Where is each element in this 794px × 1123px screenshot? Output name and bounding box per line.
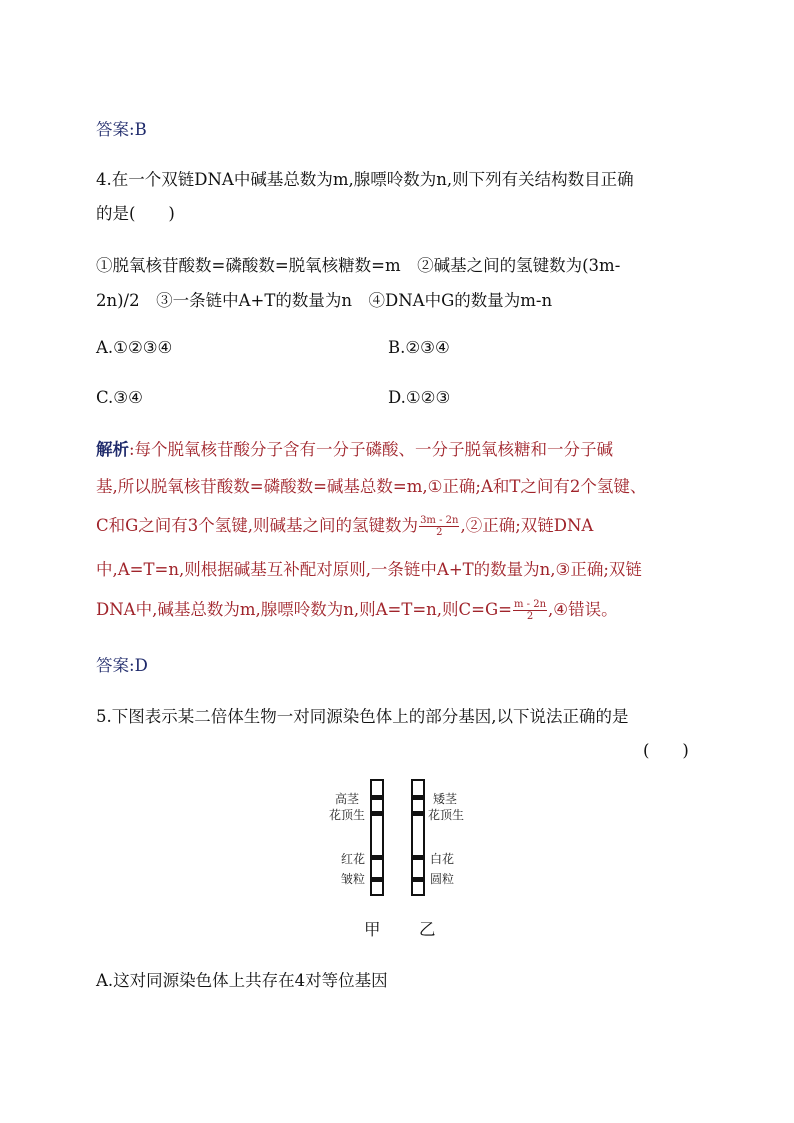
analysis-text-5b: ,④错误。 — [548, 600, 618, 619]
chromosome-yi — [411, 779, 425, 896]
answer-sep: : — [129, 656, 135, 675]
label-round-seed: 圆粒 — [430, 872, 455, 886]
label-tall-stem: 高茎 — [335, 792, 360, 806]
gene-band — [411, 855, 425, 860]
q4-option-c[interactable]: C.③④ — [96, 388, 143, 407]
gene-band — [370, 855, 384, 860]
analysis-text-5a: DNA中,碱基总数为m,腺嘌呤数为n,则A=T=n,则C=G= — [96, 600, 512, 619]
fraction-denominator: 2 — [436, 527, 443, 538]
q4-option-a[interactable]: A.①②③④ — [96, 338, 173, 357]
gene-band — [370, 795, 384, 800]
q4-option-d[interactable]: D.①②③ — [388, 388, 451, 407]
fraction-denominator: 2 — [526, 611, 534, 622]
analysis-text-3b: ,②正确;双链DNA — [460, 516, 594, 535]
caption-jia: 甲 — [364, 920, 381, 939]
analysis-text-3a: C和G之间有3个氢键,则碱基之间的氢键数为 — [96, 516, 419, 535]
gene-band — [411, 877, 425, 882]
q4-stem-line2: 的是( ) — [96, 204, 175, 223]
label-terminal-flower-right: 花顶生 — [428, 808, 465, 822]
q4-analysis-line3 — [96, 512, 593, 538]
q4-statements-line2: 2n)/2 ③一条链中A+T的数量为n ④DNA中G的数量为m-n — [96, 291, 553, 310]
fraction-hydrogen-bonds — [419, 515, 459, 538]
gene-band — [370, 811, 384, 816]
gene-band — [411, 811, 425, 816]
chromosome-jia — [370, 779, 384, 896]
q4-statements-line1: ①脱氧核苷酸数=磷酸数=脱氧核糖数=m ②碱基之间的氢键数为(3m- — [96, 256, 621, 275]
q5-stem: 5.下图表示某二倍体生物一对同源染色体上的部分基因,以下说法正确的是 — [96, 707, 629, 726]
fraction-numerator: m - 2n — [514, 599, 547, 610]
label-red-flower: 红花 — [341, 852, 366, 866]
q4-stem-line1: 4.在一个双链DNA中碱基总数为m,腺嘌呤数为n,则下列有关结构数目正确 — [96, 170, 634, 189]
label-dwarf-stem: 矮茎 — [433, 792, 458, 806]
q4-analysis-line2: 基,所以脱氧核苷酸数=磷酸数=碱基总数=m,①正确;A和T之间有2个氢键、 — [96, 477, 647, 496]
fraction-numerator: 3m - 2n — [420, 515, 459, 526]
answer-value: D — [134, 656, 148, 675]
previous-answer — [96, 116, 147, 140]
fraction-cg-count — [513, 599, 547, 622]
q5-answer-paren: ( ) — [643, 741, 689, 760]
label-wrinkled-seed: 皱粒 — [341, 872, 366, 886]
answer-value: B — [134, 120, 147, 139]
q4-analysis-line1 — [96, 436, 613, 460]
label-terminal-flower-left: 花顶生 — [329, 808, 366, 822]
q4-option-b[interactable]: B.②③④ — [388, 338, 450, 357]
gene-band — [411, 795, 425, 800]
answer-sep: : — [129, 120, 135, 139]
q4-answer — [96, 652, 148, 676]
analysis-label: 解析 — [96, 440, 129, 459]
gene-band — [370, 877, 384, 882]
q4-analysis-line4: 中,A=T=n,则根据碱基互补配对原则,一条链中A+T的数量为n,③正确;双链 — [96, 560, 642, 579]
q5-option-a[interactable]: A.这对同源染色体上共存在4对等位基因 — [96, 971, 388, 990]
analysis-text-1: :每个脱氧核苷酸分子含有一分子磷酸、一分子脱氧核糖和一分子碱 — [129, 440, 614, 459]
caption-yi: 乙 — [419, 920, 436, 939]
label-white-flower: 白花 — [430, 852, 455, 866]
answer-label: 答案 — [96, 656, 129, 675]
q4-analysis-line5 — [96, 596, 618, 622]
answer-label: 答案 — [96, 120, 129, 139]
